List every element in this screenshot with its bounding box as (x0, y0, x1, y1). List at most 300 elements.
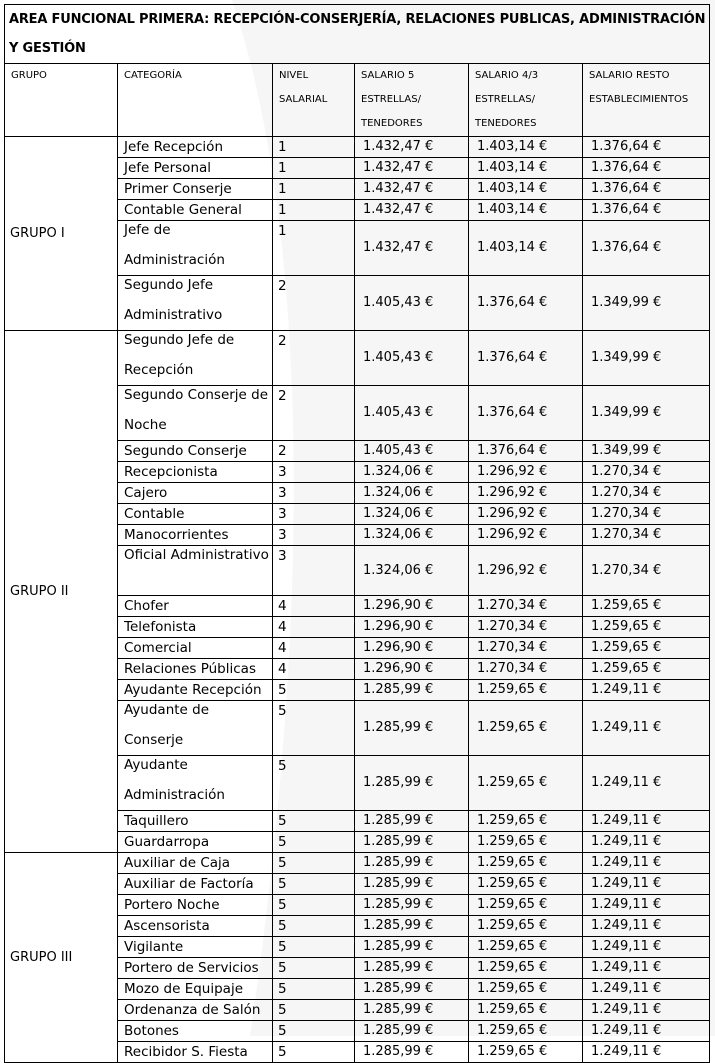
nivel-cell-text: 5 (278, 855, 287, 871)
categoria-cell (118, 221, 273, 276)
salario-resto-cell (583, 1042, 710, 1063)
salario-resto-cell (583, 200, 710, 221)
salario-resto-cell (583, 916, 710, 937)
categoria-cell-text: Primer Conserje (124, 181, 232, 197)
categoria-cell (118, 546, 273, 596)
nivel-cell (273, 811, 355, 832)
categoria-cell (118, 179, 273, 200)
categoria-cell (118, 756, 273, 811)
salario-4-3-cell-text: 1.403,14 € (477, 202, 548, 217)
nivel-cell (273, 276, 355, 331)
salario-resto-cell-text: 1.249,11 € (591, 876, 662, 891)
salario-5-cell-text: 1.285,99 € (363, 939, 434, 954)
nivel-cell (273, 1021, 355, 1042)
categoria-cell-text: Mozo de Equipaje (124, 981, 244, 997)
nivel-cell (273, 386, 355, 441)
nivel-cell-text: 1 (278, 181, 287, 197)
salario-4-3-cell (469, 200, 583, 221)
salario-5-cell-text: 1.296,90 € (363, 598, 434, 613)
salario-4-3-cell (469, 659, 583, 680)
nivel-cell (273, 331, 355, 386)
salario-resto-cell-text: 1.249,11 € (591, 1023, 662, 1038)
salario-4-3-cell (469, 158, 583, 179)
salario-4-3-cell-text: 1.296,92 € (477, 485, 548, 500)
nivel-cell-text: 1 (278, 139, 287, 155)
nivel-cell-text: 5 (278, 813, 287, 829)
categoria-cell (118, 158, 273, 179)
categoria-cell-text: Recibidor S. Fiesta (124, 1044, 248, 1060)
nivel-cell-text: 2 (278, 443, 287, 459)
categoria-cell-text: Ordenanza de Salón (124, 1002, 261, 1018)
categoria-cell (118, 1000, 273, 1021)
salario-resto-cell (583, 1021, 710, 1042)
categoria-cell (118, 617, 273, 638)
salario-resto-cell (583, 525, 710, 546)
salario-5-cell-text: 1.285,99 € (363, 918, 434, 933)
salario-5-cell-text: 1.405,43 € (363, 405, 434, 420)
nivel-cell-text: 5 (278, 918, 287, 934)
categoria-cell-text: Jefe de Administración (124, 222, 225, 268)
nivel-cell (273, 546, 355, 596)
categoria-cell (118, 331, 273, 386)
nivel-cell (273, 701, 355, 756)
salario-4-3-cell (469, 638, 583, 659)
nivel-cell (273, 221, 355, 276)
salario-resto-cell (583, 853, 710, 874)
table-row (5, 331, 710, 386)
categoria-cell-text: Segundo Jefe de Recepción (124, 332, 235, 378)
salario-5-cell (355, 701, 469, 756)
salario-5-cell-text: 1.296,90 € (363, 619, 434, 634)
salario-4-3-cell-text: 1.376,64 € (477, 405, 548, 420)
nivel-cell-text: 3 (278, 464, 287, 480)
salario-resto-cell-text: 1.376,64 € (591, 139, 662, 154)
salario-resto-cell-text: 1.249,11 € (591, 960, 662, 975)
salario-4-3-cell (469, 1000, 583, 1021)
salario-5-cell-text: 1.324,06 € (363, 485, 434, 500)
nivel-cell (273, 874, 355, 895)
nivel-cell (273, 832, 355, 853)
categoria-cell-text: Botones (124, 1023, 179, 1039)
nivel-cell-text: 3 (278, 548, 287, 564)
categoria-cell-text: Telefonista (124, 619, 197, 635)
salary-table (4, 4, 710, 1063)
nivel-cell-text: 2 (278, 388, 287, 404)
salario-5-cell (355, 179, 469, 200)
salario-resto-cell-text: 1.376,64 € (591, 202, 662, 217)
salario-resto-cell-text: 1.349,99 € (591, 295, 662, 310)
salario-5-cell-text: 1.405,43 € (363, 350, 434, 365)
nivel-cell-text: 5 (278, 876, 287, 892)
salario-4-3-cell-text: 1.296,92 € (477, 527, 548, 542)
salario-5-cell-text: 1.432,47 € (363, 240, 434, 255)
salario-resto-cell-text: 1.249,11 € (591, 720, 662, 735)
categoria-cell-text: Jefe Recepción (124, 139, 224, 155)
salario-5-cell-text: 1.296,90 € (363, 640, 434, 655)
nivel-cell-text: 4 (278, 640, 287, 656)
salario-5-cell (355, 617, 469, 638)
salario-resto-cell (583, 331, 710, 386)
categoria-cell-text: Vigilante (124, 939, 184, 955)
nivel-cell (273, 979, 355, 1000)
salario-4-3-cell-text: 1.259,65 € (477, 876, 548, 891)
salario-4-3-cell-text: 1.259,65 € (477, 775, 548, 790)
nivel-cell-text: 4 (278, 619, 287, 635)
categoria-cell (118, 596, 273, 617)
salario-resto-cell (583, 596, 710, 617)
categoria-cell (118, 832, 273, 853)
salario-4-3-cell-text: 1.259,65 € (477, 1044, 548, 1059)
categoria-cell (118, 895, 273, 916)
salario-5-cell (355, 958, 469, 979)
salario-4-3-cell-text: 1.296,92 € (477, 506, 548, 521)
categoria-cell-text: Comercial (124, 640, 192, 656)
categoria-cell (118, 916, 273, 937)
nivel-cell-text: 5 (278, 703, 287, 719)
salario-5-cell-text: 1.324,06 € (363, 562, 434, 578)
salario-5-cell (355, 638, 469, 659)
salario-5-cell (355, 937, 469, 958)
salario-5-cell (355, 386, 469, 441)
nivel-cell-text: 5 (278, 897, 287, 913)
categoria-cell (118, 504, 273, 525)
salario-4-3-cell-text: 1.259,65 € (477, 813, 548, 828)
categoria-cell-text: Manocorrientes (124, 527, 229, 543)
salario-resto-cell-text: 1.249,11 € (591, 1002, 662, 1017)
categoria-cell-text: Guardarropa (124, 834, 210, 850)
categoria-cell-text: Segundo Jefe Administrativo (124, 277, 223, 323)
salario-resto-cell-text: 1.249,11 € (591, 834, 662, 849)
categoria-cell (118, 137, 273, 158)
salario-resto-cell-text: 1.249,11 € (591, 775, 662, 790)
categoria-cell-text: Jefe Personal (124, 160, 212, 176)
salario-resto-cell (583, 680, 710, 701)
salario-4-3-cell-text: 1.259,65 € (477, 720, 548, 735)
header-salario-resto: SALARIO RESTO ESTABLECIMIENTOS (583, 64, 710, 137)
header-row (5, 64, 710, 137)
nivel-cell-text: 3 (278, 485, 287, 501)
categoria-cell (118, 937, 273, 958)
salario-resto-cell (583, 546, 710, 596)
categoria-cell (118, 441, 273, 462)
salario-5-cell (355, 276, 469, 331)
salario-4-3-cell-text: 1.403,14 € (477, 160, 548, 175)
salario-resto-cell-text: 1.270,34 € (591, 464, 662, 479)
salario-resto-cell (583, 441, 710, 462)
salario-resto-cell-text: 1.270,34 € (591, 562, 662, 578)
salario-resto-cell (583, 937, 710, 958)
nivel-cell-text: 5 (278, 682, 287, 698)
salario-4-3-cell (469, 701, 583, 756)
nivel-cell-text: 2 (278, 278, 287, 294)
salario-5-cell-text: 1.324,06 € (363, 506, 434, 521)
salario-5-cell-text: 1.285,99 € (363, 981, 434, 996)
salario-resto-cell-text: 1.349,99 € (591, 405, 662, 420)
salario-resto-cell (583, 895, 710, 916)
salario-5-cell (355, 483, 469, 504)
salario-4-3-cell (469, 979, 583, 1000)
salario-5-cell-text: 1.432,47 € (363, 160, 434, 175)
categoria-cell-text: Cajero (124, 485, 168, 501)
categoria-cell-text: Taquillero (124, 813, 189, 829)
nivel-cell-text: 5 (278, 1002, 287, 1018)
nivel-cell (273, 638, 355, 659)
salario-4-3-cell (469, 221, 583, 276)
salario-resto-cell (583, 617, 710, 638)
salario-resto-cell (583, 158, 710, 179)
nivel-cell (273, 441, 355, 462)
salario-4-3-cell-text: 1.270,34 € (477, 640, 548, 655)
salario-5-cell (355, 659, 469, 680)
title-row (5, 5, 710, 64)
salario-5-cell-text: 1.285,99 € (363, 813, 434, 828)
nivel-cell (273, 525, 355, 546)
nivel-cell (273, 958, 355, 979)
table-title: AREA FUNCIONAL PRIMERA: RECEPCIÓN-CONSERJERÍA, RELACIONES PUBLICAS, ADMINISTRACIÓN Y GESTIÓN (5, 5, 710, 64)
salario-5-cell-text: 1.285,99 € (363, 775, 434, 790)
salario-resto-cell (583, 1000, 710, 1021)
salario-5-cell (355, 546, 469, 596)
salario-resto-cell (583, 386, 710, 441)
salario-5-cell (355, 874, 469, 895)
categoria-cell-text: Segundo Conserje de Noche (124, 387, 269, 433)
salario-4-3-cell (469, 680, 583, 701)
nivel-cell-text: 3 (278, 527, 287, 543)
salario-5-cell (355, 221, 469, 276)
categoria-cell (118, 701, 273, 756)
categoria-cell (118, 386, 273, 441)
group-label: GRUPO I (5, 137, 118, 331)
salario-5-cell (355, 596, 469, 617)
salario-4-3-cell (469, 756, 583, 811)
salario-4-3-cell (469, 546, 583, 596)
salario-4-3-cell (469, 596, 583, 617)
categoria-cell-text: Ayudante de Conserje (124, 702, 210, 748)
salario-5-cell (355, 504, 469, 525)
salario-5-cell-text: 1.285,99 € (363, 1023, 434, 1038)
salario-resto-cell (583, 874, 710, 895)
salario-resto-cell-text: 1.249,11 € (591, 918, 662, 933)
header-nivel: NIVEL SALARIAL (273, 64, 355, 137)
salario-resto-cell-text: 1.376,64 € (591, 160, 662, 175)
salario-4-3-cell (469, 916, 583, 937)
categoria-cell (118, 462, 273, 483)
nivel-cell (273, 680, 355, 701)
nivel-cell-text: 5 (278, 1044, 287, 1060)
salario-resto-cell (583, 483, 710, 504)
salario-resto-cell-text: 1.259,65 € (591, 598, 662, 613)
salario-4-3-cell (469, 504, 583, 525)
salario-5-cell-text: 1.432,47 € (363, 181, 434, 196)
categoria-cell-text: Portero Noche (124, 897, 220, 913)
categoria-cell-text: Contable General (124, 202, 242, 218)
salario-4-3-cell (469, 1042, 583, 1063)
salario-4-3-cell-text: 1.376,64 € (477, 295, 548, 310)
salario-5-cell (355, 200, 469, 221)
salario-5-cell-text: 1.285,99 € (363, 720, 434, 735)
salario-5-cell (355, 158, 469, 179)
salario-5-cell-text: 1.285,99 € (363, 960, 434, 975)
salario-5-cell (355, 1042, 469, 1063)
salario-resto-cell-text: 1.259,65 € (591, 661, 662, 676)
categoria-cell-text: Chofer (124, 598, 169, 614)
salario-4-3-cell (469, 483, 583, 504)
salario-4-3-cell (469, 811, 583, 832)
salario-4-3-cell-text: 1.259,65 € (477, 960, 548, 975)
salario-4-3-cell-text: 1.259,65 € (477, 1023, 548, 1038)
salario-4-3-cell (469, 179, 583, 200)
categoria-cell (118, 483, 273, 504)
salario-resto-cell (583, 276, 710, 331)
salario-resto-cell-text: 1.249,11 € (591, 939, 662, 954)
salario-4-3-cell (469, 937, 583, 958)
group-label: GRUPO III (5, 853, 118, 1063)
salario-4-3-cell-text: 1.376,64 € (477, 350, 548, 365)
salario-resto-cell-text: 1.349,99 € (591, 350, 662, 365)
salario-resto-cell (583, 221, 710, 276)
salario-4-3-cell-text: 1.403,14 € (477, 139, 548, 154)
categoria-cell-text: Segundo Conserje (124, 443, 247, 459)
header-grupo: GRUPO (5, 64, 118, 137)
salario-5-cell (355, 331, 469, 386)
categoria-cell (118, 1021, 273, 1042)
header-salario-5: SALARIO 5 ESTRELLAS/ TENEDORES (355, 64, 469, 137)
salario-5-cell-text: 1.324,06 € (363, 527, 434, 542)
salario-4-3-cell (469, 525, 583, 546)
nivel-cell-text: 5 (278, 981, 287, 997)
categoria-cell (118, 659, 273, 680)
salario-5-cell-text: 1.285,99 € (363, 855, 434, 870)
table-row (5, 853, 710, 874)
salario-4-3-cell-text: 1.270,34 € (477, 619, 548, 634)
nivel-cell-text: 1 (278, 160, 287, 176)
salario-4-3-cell-text: 1.259,65 € (477, 918, 548, 933)
categoria-cell-text: Oficial Administrativo (124, 547, 269, 563)
categoria-cell (118, 1042, 273, 1063)
salario-5-cell (355, 979, 469, 1000)
salario-4-3-cell-text: 1.270,34 € (477, 598, 548, 613)
salario-resto-cell (583, 811, 710, 832)
nivel-cell (273, 179, 355, 200)
categoria-cell-text: Relaciones Públicas (124, 661, 256, 677)
salario-5-cell (355, 1000, 469, 1021)
nivel-cell-text: 4 (278, 598, 287, 614)
categoria-cell-text: Ayudante Recepción (124, 682, 262, 698)
salario-resto-cell-text: 1.249,11 € (591, 855, 662, 870)
salario-4-3-cell (469, 276, 583, 331)
salario-5-cell (355, 832, 469, 853)
group-label: GRUPO II (5, 331, 118, 853)
salario-resto-cell-text: 1.376,64 € (591, 240, 662, 255)
nivel-cell (273, 756, 355, 811)
salario-resto-cell-text: 1.376,64 € (591, 181, 662, 196)
salario-4-3-cell-text: 1.403,14 € (477, 181, 548, 196)
salario-4-3-cell (469, 958, 583, 979)
nivel-cell (273, 617, 355, 638)
nivel-cell (273, 1042, 355, 1063)
salario-resto-cell (583, 504, 710, 525)
salario-4-3-cell-text: 1.403,14 € (477, 240, 548, 255)
salario-4-3-cell (469, 331, 583, 386)
categoria-cell-text: Auxiliar de Factoría (124, 876, 254, 892)
categoria-cell-text: Auxiliar de Caja (124, 855, 231, 871)
salario-5-cell-text: 1.432,47 € (363, 202, 434, 217)
salario-4-3-cell (469, 386, 583, 441)
nivel-cell-text: 4 (278, 661, 287, 677)
salario-5-cell (355, 1021, 469, 1042)
categoria-cell (118, 853, 273, 874)
nivel-cell (273, 1000, 355, 1021)
salario-resto-cell (583, 137, 710, 158)
salario-5-cell-text: 1.285,99 € (363, 834, 434, 849)
salario-5-cell (355, 916, 469, 937)
salario-5-cell (355, 525, 469, 546)
salario-5-cell-text: 1.324,06 € (363, 464, 434, 479)
nivel-cell (273, 158, 355, 179)
salario-4-3-cell-text: 1.259,65 € (477, 682, 548, 697)
salario-4-3-cell-text: 1.259,65 € (477, 981, 548, 996)
header-categoria: CATEGORÍA (118, 64, 273, 137)
nivel-cell (273, 916, 355, 937)
salario-resto-cell-text: 1.259,65 € (591, 619, 662, 634)
categoria-cell (118, 874, 273, 895)
salario-5-cell-text: 1.405,43 € (363, 295, 434, 310)
nivel-cell-text: 1 (278, 202, 287, 218)
nivel-cell (273, 483, 355, 504)
salario-4-3-cell-text: 1.376,64 € (477, 443, 548, 458)
salario-5-cell-text: 1.285,99 € (363, 1044, 434, 1059)
nivel-cell-text: 1 (278, 223, 287, 239)
nivel-cell (273, 895, 355, 916)
nivel-cell-text: 5 (278, 939, 287, 955)
salario-resto-cell (583, 832, 710, 853)
salario-5-cell-text: 1.296,90 € (363, 661, 434, 676)
categoria-cell-text: Ayudante Administración (124, 757, 225, 803)
salario-5-cell-text: 1.285,99 € (363, 876, 434, 891)
nivel-cell-text: 3 (278, 506, 287, 522)
table-row (5, 137, 710, 158)
nivel-cell (273, 462, 355, 483)
header-salario-4-3: SALARIO 4/3 ESTRELLAS/ TENEDORES (469, 64, 583, 137)
salario-5-cell (355, 680, 469, 701)
salario-4-3-cell (469, 617, 583, 638)
salario-resto-cell (583, 701, 710, 756)
categoria-cell (118, 958, 273, 979)
salario-5-cell-text: 1.285,99 € (363, 682, 434, 697)
salario-4-3-cell (469, 895, 583, 916)
salario-4-3-cell-text: 1.296,92 € (477, 464, 548, 479)
salario-4-3-cell-text: 1.259,65 € (477, 855, 548, 870)
nivel-cell-text: 5 (278, 960, 287, 976)
salario-4-3-cell-text: 1.259,65 € (477, 834, 548, 849)
salario-5-cell (355, 811, 469, 832)
nivel-cell-text: 2 (278, 333, 287, 349)
categoria-cell (118, 638, 273, 659)
salario-resto-cell-text: 1.270,34 € (591, 485, 662, 500)
salario-resto-cell-text: 1.270,34 € (591, 527, 662, 542)
salario-4-3-cell (469, 853, 583, 874)
salario-resto-cell-text: 1.249,11 € (591, 813, 662, 828)
nivel-cell (273, 200, 355, 221)
salario-resto-cell (583, 179, 710, 200)
salario-4-3-cell (469, 441, 583, 462)
salario-5-cell-text: 1.432,47 € (363, 139, 434, 154)
salario-resto-cell (583, 462, 710, 483)
salario-resto-cell (583, 979, 710, 1000)
salario-5-cell (355, 137, 469, 158)
salario-5-cell-text: 1.285,99 € (363, 897, 434, 912)
categoria-cell-text: Portero de Servicios (124, 960, 259, 976)
